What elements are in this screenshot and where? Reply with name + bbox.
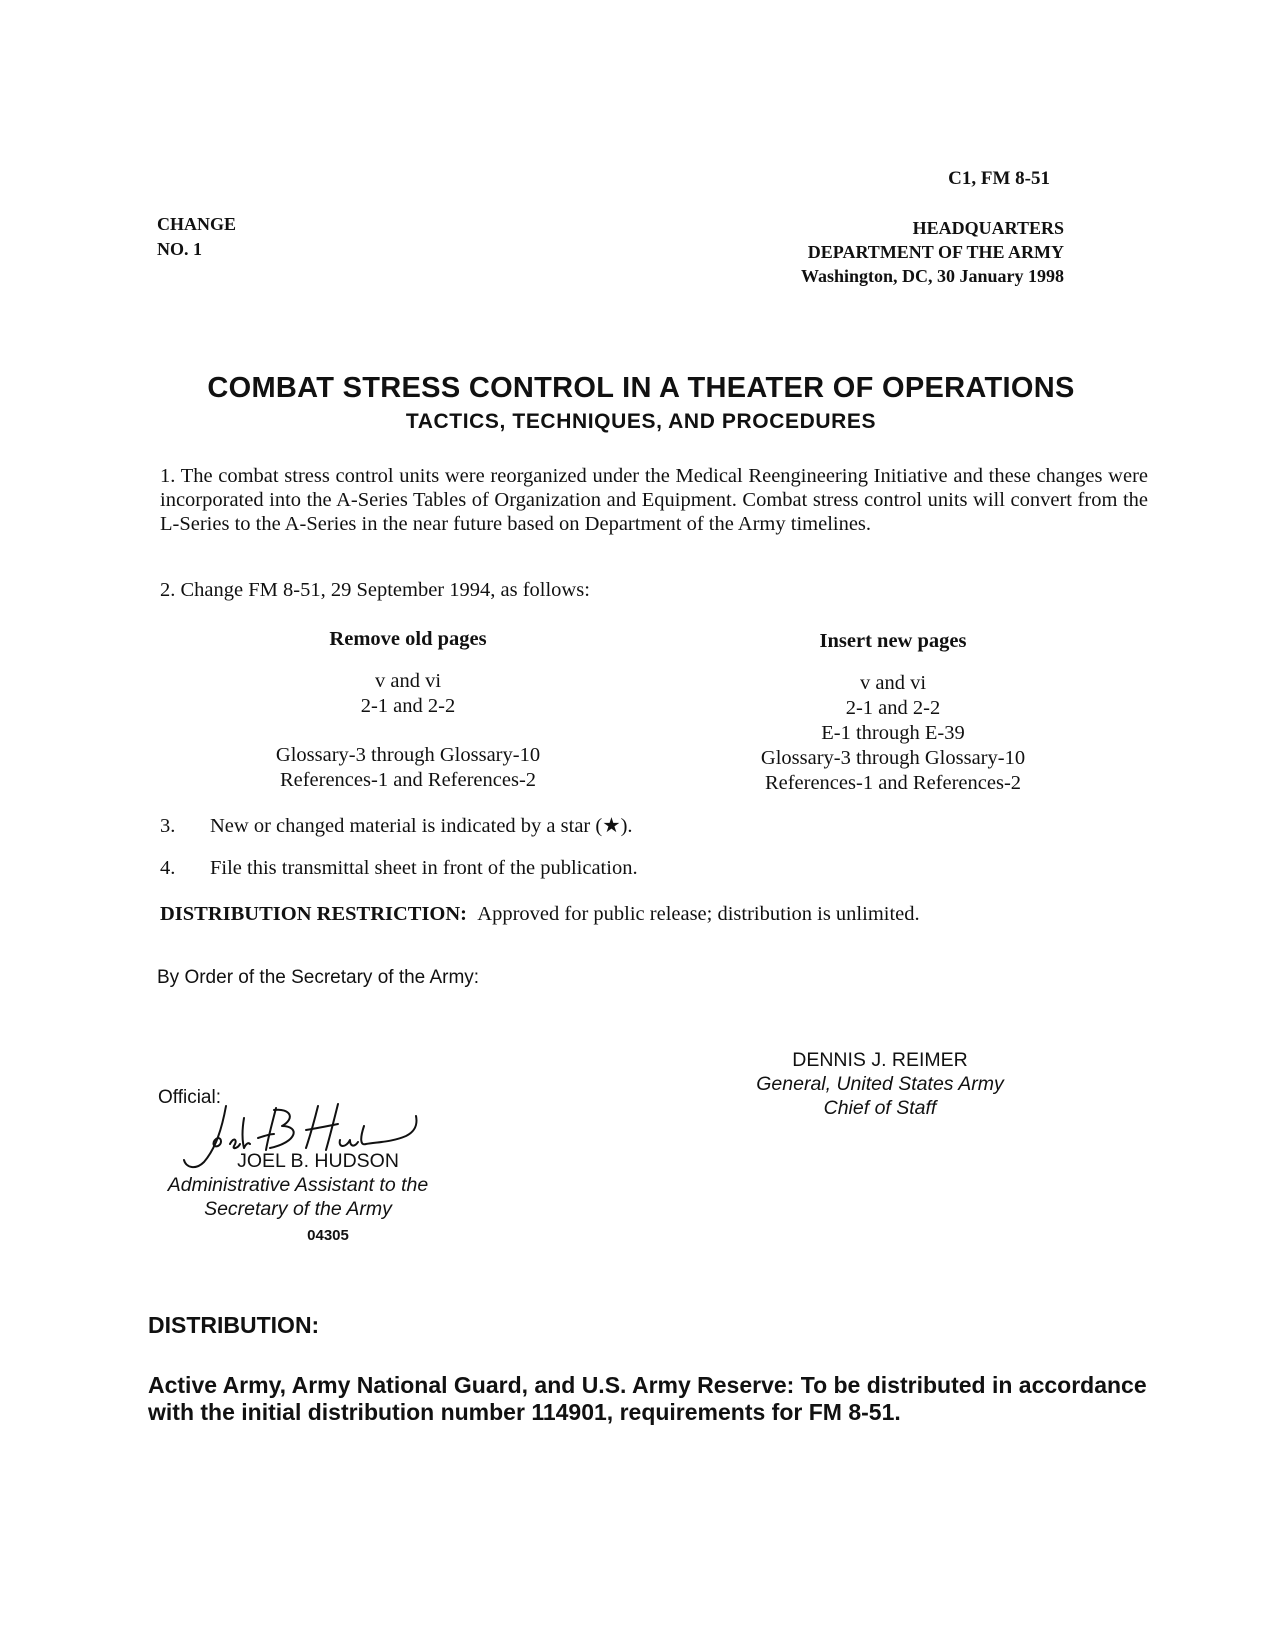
distribution-text: Active Army, Army National Guard, and U.S. Army Reserve: To be distributed in accordance with the initial distribution number 114901, requirements for FM 8-51. — [148, 1372, 1147, 1425]
item-text: New or changed material is indicated by a star (★). — [210, 815, 633, 837]
date-line: Washington, DC, 30 January 1998 — [800, 266, 1064, 286]
official-label: Official: — [158, 1087, 222, 1108]
signer-title: Chief of Staff — [823, 1097, 937, 1119]
item-number: 4. — [160, 857, 176, 879]
by-order-line: By Order of the Secretary of the Army: — [157, 967, 480, 988]
signer-title: Secretary of the Army — [204, 1198, 392, 1220]
restriction-label: DISTRIBUTION RESTRICTION: — [160, 903, 468, 925]
hq-line: HEADQUARTERS — [912, 218, 1064, 238]
insert-page-item: 2-1 and 2-2 — [845, 697, 941, 719]
signer-title: General, United States Army — [756, 1073, 1004, 1095]
remove-pages-column — [178, 627, 638, 793]
control-number: 04305 — [307, 1227, 349, 1244]
numbered-item-4 — [160, 857, 638, 880]
remove-page-item: 2-1 and 2-2 — [360, 695, 456, 717]
page-subtitle: TACTICS, TECHNIQUES, AND PROCEDURES — [405, 410, 877, 433]
insert-pages-column — [663, 629, 1123, 796]
chief-of-staff-block — [700, 1048, 1060, 1120]
item-number: 3. — [160, 815, 176, 837]
distribution-heading: DISTRIBUTION: — [148, 1312, 320, 1338]
distribution-restriction — [160, 903, 920, 926]
insert-page-item: References-1 and References-2 — [764, 772, 1022, 794]
signer-title: Administrative Assistant to the — [167, 1174, 429, 1196]
insert-page-item: v and vi — [859, 672, 927, 694]
paragraph-2: 2. Change FM 8-51, 29 September 1994, as follows: — [160, 579, 590, 601]
headquarters-block — [801, 216, 1064, 288]
insert-page-item: E-1 through E-39 — [821, 722, 965, 744]
change-number — [157, 212, 236, 262]
document-id: C1, FM 8-51 — [948, 168, 1050, 189]
remove-page-item: References-1 and References-2 — [279, 769, 537, 791]
item-text: File this transmittal sheet in front of the publication. — [210, 857, 638, 879]
insert-pages-heading: Insert new pages — [819, 630, 967, 652]
signer-name: DENNIS J. REIMER — [792, 1049, 968, 1071]
paragraph-1: 1. The combat stress control units were reorganized under the Medical Reengineering Initiative and these changes were incorporated into the A-Series Tables of Organization and Equipment. Combat stress control units will convert from the L-Series to the A-Series in the near future based on Department of the Army timelines. — [160, 465, 1148, 535]
restriction-text: Approved for public release; distribution is unlimited. — [477, 903, 920, 925]
remove-page-item: v and vi — [374, 670, 442, 692]
department-line: DEPARTMENT OF THE ARMY — [807, 242, 1064, 262]
official-signer-block — [148, 1149, 448, 1251]
remove-page-item: Glossary-3 through Glossary-10 — [275, 744, 541, 766]
numbered-item-3 — [160, 813, 633, 838]
signer-name: JOEL B. HUDSON — [237, 1150, 399, 1172]
insert-page-item: Glossary-3 through Glossary-10 — [760, 747, 1026, 769]
page-title: COMBAT STRESS CONTROL IN A THEATER OF OPERATIONS — [207, 372, 1075, 404]
change-label: CHANGE — [157, 214, 237, 234]
change-number-value: NO. 1 — [157, 239, 202, 259]
remove-pages-heading: Remove old pages — [329, 628, 487, 650]
